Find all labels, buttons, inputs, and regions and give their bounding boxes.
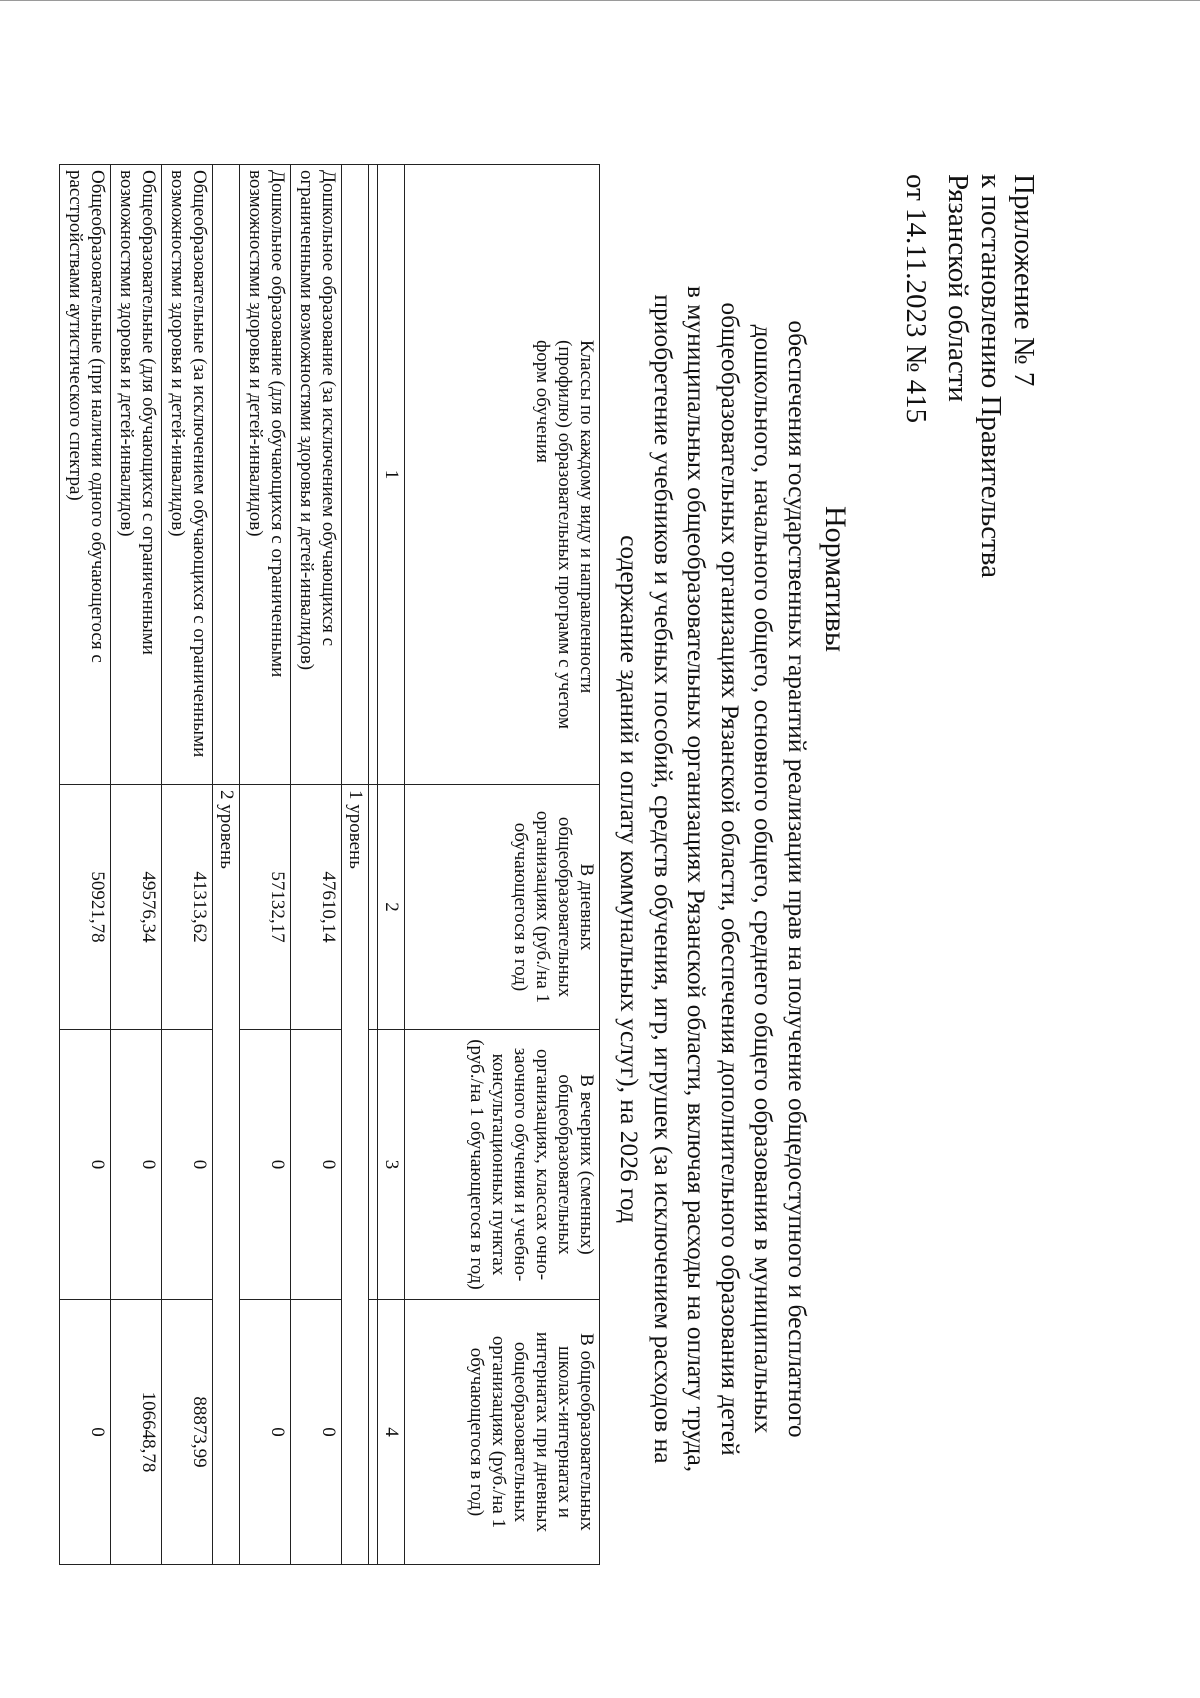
column-number: 4 xyxy=(378,1300,405,1565)
day-value-cell: 41313,62 xyxy=(162,785,213,1030)
description-line: обеспечения государственных гарантий реализации прав на получение общедоступного и бесплатного xyxy=(783,320,812,1438)
column-number: 2 xyxy=(378,785,405,1030)
level-label: 1 уровень xyxy=(342,785,369,1565)
boarding-value-cell: 0 xyxy=(291,1300,342,1565)
approval-block xyxy=(899,174,1040,578)
description-line: приобретение учебников и учебных пособий, средств обучения, игр, игрушек (за исключением расходов на xyxy=(649,294,678,1464)
level-row xyxy=(342,165,369,1565)
table-row xyxy=(291,165,342,1565)
level-row xyxy=(213,165,240,1565)
table-row xyxy=(162,165,213,1565)
evening-value-cell: 0 xyxy=(162,1030,213,1300)
table-row xyxy=(111,165,162,1565)
approval-appendix-number: Приложение № 7 xyxy=(1008,174,1040,387)
description-line: общеобразовательных организациях Рязанской области, обеспечения дополнительного образования детей xyxy=(716,302,745,1456)
document-description xyxy=(613,229,814,1529)
description-line: в муниципальных общеобразовательных организациях Рязанской области, включая расходы на оплату труда, xyxy=(682,285,712,1473)
approval-resolution: к постановлению Правительства xyxy=(975,174,1007,578)
approval-region: Рязанской области xyxy=(942,174,974,402)
column-number: 1 xyxy=(378,165,405,785)
table-header-row xyxy=(405,165,600,1565)
scan-edge xyxy=(0,0,1200,17)
program-class-cell: Дошкольное образование (за исключением обучающихся с ограниченными возможностями здоровья и детей-инвалидов) xyxy=(291,165,342,785)
column-number-row xyxy=(378,165,405,1565)
document-title: Нормативы xyxy=(819,505,852,652)
boarding-value-cell: 0 xyxy=(240,1300,291,1565)
day-value-cell: 47610,14 xyxy=(291,785,342,1030)
day-value-cell: 49576,34 xyxy=(111,785,162,1030)
boarding-value-cell: 88873,99 xyxy=(162,1300,213,1565)
program-class-cell: Дошкольное образование (для обучающихся с ограниченными возможностями здоровья и детей-инвалидов) xyxy=(240,165,291,785)
header-evening-schools: В вечерних (сменных) общеобразовательных организациях, классах очно-заочного обучения и учебно-консультационных пунктах (руб./на 1 обучающегося в год) xyxy=(405,1030,600,1300)
header-program-classes: Классы по каждому виду и направленности (профилю) образовательных программ с учетом форм обучения xyxy=(405,165,600,785)
day-value-cell: 50921,78 xyxy=(60,785,111,1030)
boarding-value-cell: 106648,78 xyxy=(111,1300,162,1565)
description-line: содержание зданий и оплату коммунальных услуг), на 2026 год xyxy=(615,535,645,1223)
column-number: 3 xyxy=(378,1030,405,1300)
day-value-cell: 57132,17 xyxy=(240,785,291,1030)
table-row xyxy=(60,165,111,1565)
program-class-cell: Общеобразовательные (при наличии одного обучающегося с расстройствами аутистического спектра) xyxy=(60,165,111,785)
evening-value-cell: 0 xyxy=(240,1030,291,1300)
norms-table xyxy=(59,164,600,1565)
evening-value-cell: 0 xyxy=(60,1030,111,1300)
evening-value-cell: 0 xyxy=(111,1030,162,1300)
approval-date-number: от 14.11.2023 № 415 xyxy=(900,174,932,424)
evening-value-cell: 0 xyxy=(291,1030,342,1300)
boarding-value-cell: 0 xyxy=(60,1300,111,1565)
spacer-row xyxy=(369,165,378,1565)
header-day-schools: В дневных общеобразовательных организациях (руб./на 1 обучающегося в год) xyxy=(405,785,600,1030)
header-boarding-schools: В общеобразовательных школах-интернатах и интернатах при дневных общеобразовательных организациях (руб./на 1 обучающегося в год) xyxy=(405,1300,600,1565)
description-line: дошкольного, начального общего, основного общего, среднего общего образования в муниципальных xyxy=(749,324,779,1434)
table-row xyxy=(240,165,291,1565)
document-page xyxy=(65,29,1130,1669)
level-label: 2 уровень xyxy=(213,785,240,1565)
program-class-cell: Общеобразовательные (за исключением обучающихся с ограниченными возможностями здоровья и детей-инвалидов) xyxy=(162,165,213,785)
program-class-cell: Общеобразовательные (для обучающихся с ограниченными возможностями здоровья и детей-инвалидов) xyxy=(111,165,162,785)
